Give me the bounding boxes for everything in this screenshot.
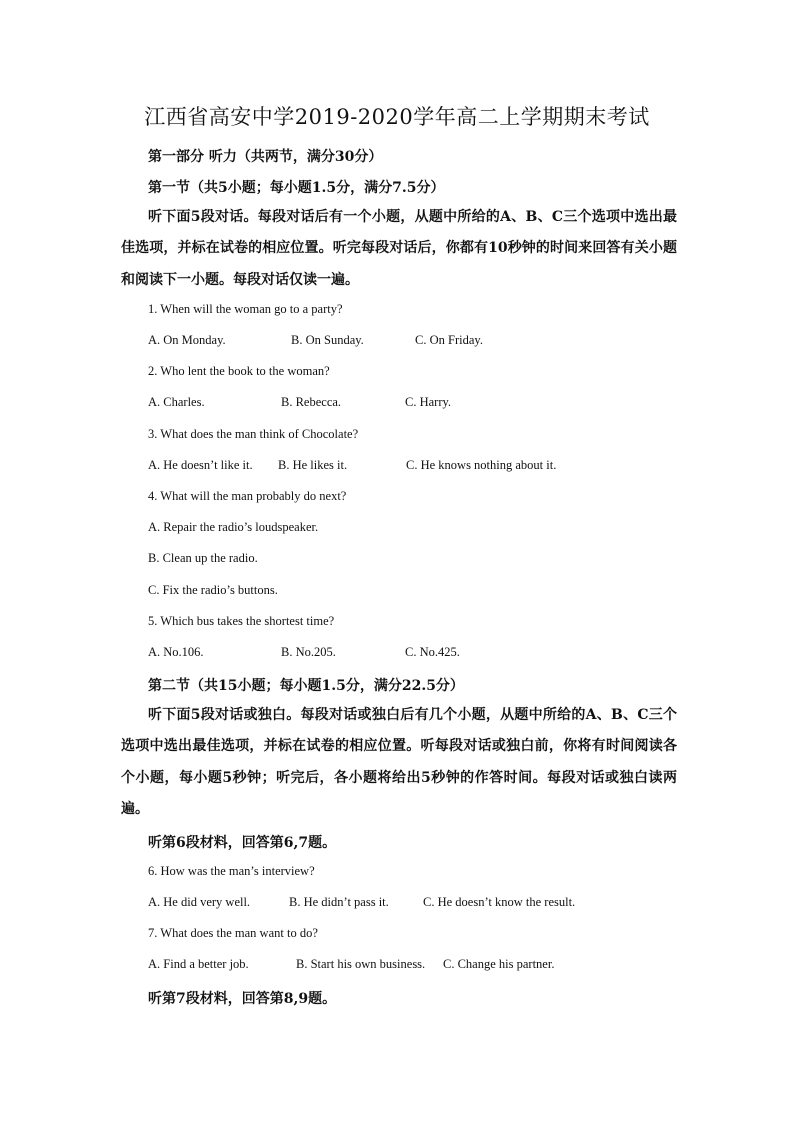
q5-option-a: A. No.106. bbox=[148, 645, 204, 659]
q5-option-b: B. No.205. bbox=[281, 645, 336, 659]
q3-option-c: C. He knows nothing about it. bbox=[406, 458, 557, 472]
question-2: 2. Who lent the book to the woman? bbox=[148, 364, 330, 378]
q5-option-c: C. No.425. bbox=[405, 645, 460, 659]
q4-option-a: A. Repair the radio’s loudspeaker. bbox=[148, 520, 319, 534]
q3-option-b: B. He likes it. bbox=[278, 458, 348, 472]
q3-option-a: A. He doesn’t like it. bbox=[148, 458, 253, 472]
q4-option-b: B. Clean up the radio. bbox=[148, 551, 258, 565]
question-7: 7. What does the man want to do? bbox=[148, 926, 318, 940]
material-7-heading: 听第7段材料，回答第8,9题。 bbox=[148, 991, 337, 1007]
q2-option-c: C. Harry. bbox=[405, 395, 452, 409]
q1-option-b: B. On Sunday. bbox=[291, 333, 364, 347]
q1-option-a: A. On Monday. bbox=[148, 333, 226, 347]
question-3: 3. What does the man think of Chocolate? bbox=[148, 427, 359, 441]
material-6-heading: 听第6段材料，回答第6,7题。 bbox=[148, 835, 337, 851]
q7-option-c: C. Change his partner. bbox=[443, 957, 555, 971]
part1-heading: 第一部分 听力（共两节，满分30分） bbox=[148, 149, 383, 165]
q2-option-b: B. Rebecca. bbox=[281, 395, 342, 409]
q7-option-a: A. Find a better job. bbox=[148, 957, 249, 971]
question-6: 6. How was the man’s interview? bbox=[148, 864, 315, 878]
q1-option-c: C. On Friday. bbox=[415, 333, 483, 347]
question-4: 4. What will the man probably do next? bbox=[148, 489, 347, 503]
q2-option-a: A. Charles. bbox=[148, 395, 205, 409]
question-5: 5. Which bus takes the shortest time? bbox=[148, 614, 335, 628]
q6-option-b: B. He didn’t pass it. bbox=[289, 895, 389, 909]
section1-heading: 第一节（共5小题；每小题1.5分，满分7.5分） bbox=[148, 180, 445, 196]
document-title: 江西省高安中学2019-2020学年高二上学期期末考试 bbox=[144, 105, 650, 129]
q4-option-c: C. Fix the radio’s buttons. bbox=[148, 583, 278, 597]
q6-option-c: C. He doesn’t know the result. bbox=[423, 895, 576, 909]
q7-option-b: B. Start his own business. bbox=[296, 957, 426, 971]
question-1: 1. When will the woman go to a party? bbox=[148, 302, 343, 316]
section2-instruction: 听下面5段对话或独白。每段对话或独白后有几个小题，从题中所给的A、B、C三个选项中选出最佳选项，并标在试卷的相应位置。听每段对话或独白前，你将有时间阅读各个小题，每小题5秒钟；听完后，各小题将给出5秒钟的作答时间。每段对话或独白读两遍。 bbox=[121, 707, 677, 817]
section2-heading: 第二节（共15小题；每小题1.5分，满分22.5分） bbox=[148, 678, 464, 694]
q6-option-a: A. He did very well. bbox=[148, 895, 251, 909]
section1-instruction: 听下面5段对话。每段对话后有一个小题，从题中所给的A、B、C三个选项中选出最佳选项，并标在试卷的相应位置。听完每段对话后，你都有10秒钟的时间来回答有关小题和阅读下一小题。每段对话仅读一遍。 bbox=[121, 209, 677, 288]
